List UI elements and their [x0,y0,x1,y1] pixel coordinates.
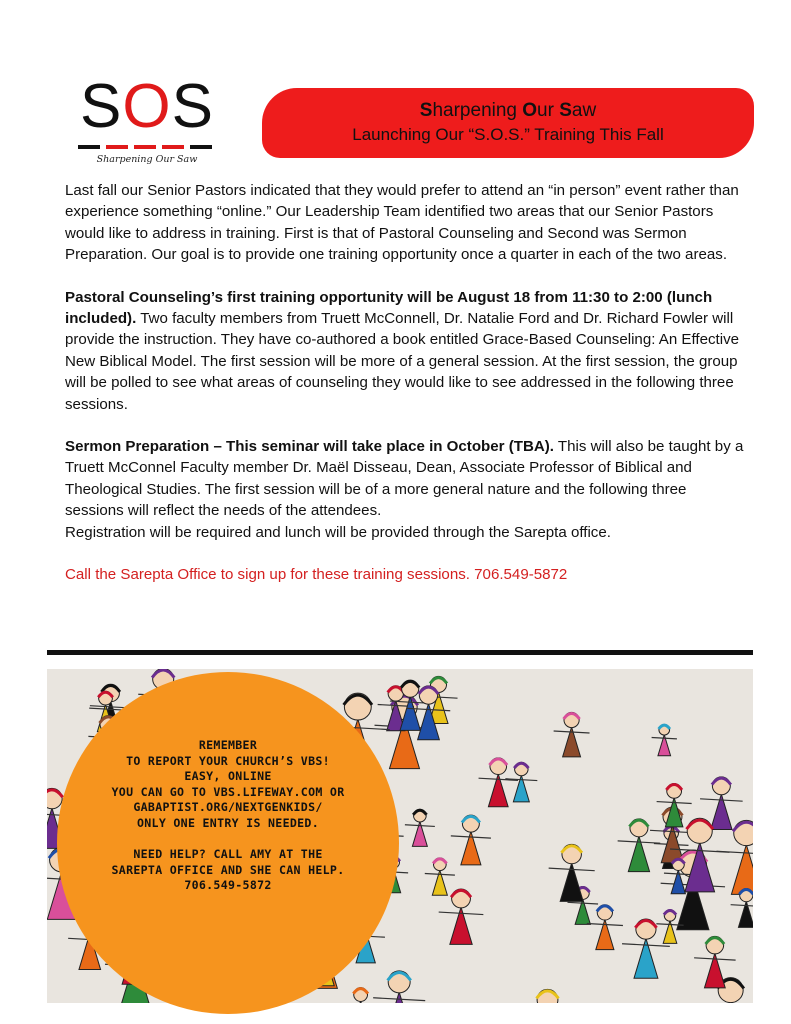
counseling-paragraph [65,287,745,415]
divider [47,650,753,655]
logo-dash-line [78,145,216,151]
counseling-heading: Pastoral Counseling’s first training opportunity will be August 18 from 11:30 to 2:00 (lunch included). [65,288,713,328]
sos-logo [72,72,222,166]
vbs-line: ONLY ONE ENTRY IS NEEDED. [136,815,319,830]
logo-letters: SOS [80,72,214,141]
vbs-line: REMEMBER [198,738,258,752]
counseling-text: Two faculty members from Truett McConnell, Dr. Natalie Ford and Dr. Richard Fowler will provide the instruction. They have co-authored a book entitled Grace-Based Counseling: An Effective New Biblical Model. The first session will be more of a general session. At the first session, the group will be polled to see what areas of counseling they would like to see addressed in the following three sessions. [65,310,740,413]
intro-paragraph: Last fall our Senior Pastors indicated that they would prefer to attend an “in person” event rather than experience something “online.” Our Leadership Team identified two areas that our Senior Pastors would like to address in training. First is that of Pastoral Counseling and Second was Sermon Preparation. Our goal is to provide one training opportunity once a quarter in each of the two areas. [65,182,739,264]
article-body [65,180,745,607]
vbs-line: YOU CAN GO TO VBS.LIFEWAY.COM OR [111,784,345,799]
vbs-spacer [57,832,399,848]
registration-paragraph: Registration will be required and lunch will be provided through the Sarepta office. [65,523,611,541]
vbs-line: SAREPTA OFFICE AND SHE CAN HELP. [111,862,345,877]
vbs-reminder-text [57,738,399,894]
vbs-line: EASY, ONLINE [184,769,272,784]
call-to-action: Call the Sarepta Office to sign up for these training sessions. 706.549-5872 [65,566,568,584]
sermon-paragraph [65,436,745,522]
logo-tagline: Sharpening Our Saw [96,154,198,165]
sermon-text: This will also be taught by a Truett McConnel Faculty member Dr. Maël Disseau, Dean, Associate Professor of Biblical and Theological Studies. The first session will be of a more general nature and the following three sessions will reflect the needs of the attendees. [65,438,744,520]
sermon-heading: Sermon Preparation – This seminar will take place in October (TBA). [65,438,554,456]
vbs-line: NEED HELP? CALL AMY AT THE [133,847,323,862]
banner-subtitle: Launching Our “S.O.S.” Training This Fall [352,125,664,144]
vbs-line: TO REPORT YOUR CHURCH’S VBS! [126,753,330,768]
vbs-line: 706.549-5872 [184,878,272,893]
vbs-line: GABAPTIST.ORG/NEXTGENKIDS/ [133,800,323,815]
title-banner [262,88,754,158]
banner-title: Sharpening Our Saw [419,100,597,121]
